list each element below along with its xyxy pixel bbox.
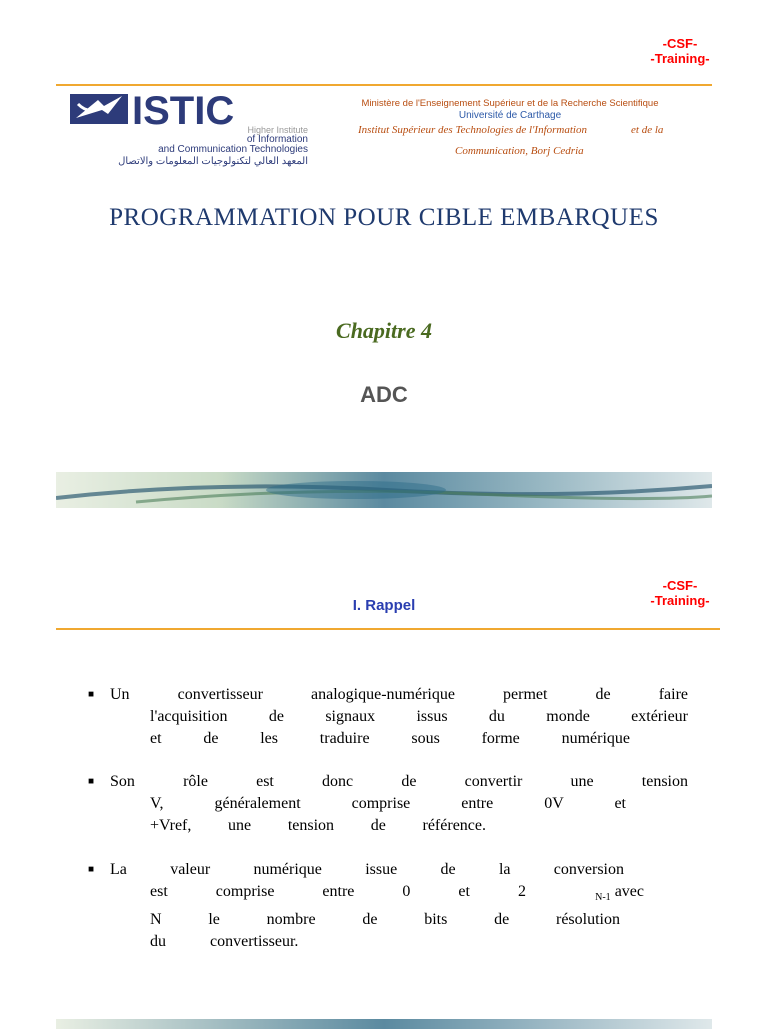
header-rule	[56, 84, 712, 86]
bullet-icon: ■	[88, 689, 95, 700]
institute-line2: Communication, Borj Cedria	[455, 145, 584, 157]
topic-title: ADC	[360, 382, 408, 407]
csf-training-label-2: -CSF- -Training-	[650, 578, 710, 608]
istic-logo: ISTIC Higher Institute of Information and Communication Technologies المعهد العالي لتكنولوجيات المعلومات والاتصال	[68, 88, 313, 170]
bullet-2-line-3: +Vref, une tension de référence.	[150, 817, 486, 834]
ministry-text: Ministère de l'Enseignement Supérieur et de la Recherche Scientifique	[361, 98, 659, 109]
bullet-3-line-4: du convertisseur.	[150, 933, 299, 951]
bullet-3-line-1: La valeur numérique issue de la conversion	[110, 861, 624, 878]
bullet-paragraph-1	[88, 684, 688, 750]
bullet-icon: ■	[88, 776, 95, 787]
bullet-2-line-1: Son rôle est donc de convertir une tension	[110, 773, 688, 790]
subscript-n-1: N-1	[595, 892, 611, 904]
institute-line1: Institut Supérieur des Technologies de l'Information	[358, 124, 587, 136]
page-title: PROGRAMMATION POUR CIBLE EMBARQUES	[109, 204, 659, 231]
csf-training-label: -CSF- -Training-	[650, 36, 710, 66]
institute-line1b: et de la	[631, 124, 664, 136]
section-rule	[56, 628, 720, 630]
decorative-banner-bottom	[56, 1016, 712, 1026]
chapter-label: Chapitre 4	[336, 318, 432, 343]
bullet-icon: ■	[88, 864, 95, 875]
bullet-paragraph-3	[88, 859, 688, 953]
bullet-1-line-1: Un convertisseur analogique-numérique permet de faire	[110, 686, 688, 703]
bullet-3-line-2: est comprise entre 0 et 2 $_{N-1}$ avec	[150, 883, 644, 904]
bullet-paragraph-2	[88, 771, 688, 837]
decorative-banner	[56, 472, 712, 508]
bullet-3-line-3: N le nombre de bits de résolution	[150, 911, 620, 929]
svg-text:ISTIC: ISTIC	[132, 89, 235, 133]
bullet-1-line-2: l'acquisition de signaux issus du monde extérieur	[150, 708, 688, 725]
bullet-2-line-2: V, généralement comprise entre 0V et	[150, 795, 626, 812]
university-text: Université de Carthage	[458, 110, 562, 121]
section-heading: I. Rappel	[352, 597, 416, 614]
bullet-1-line-3: et de les traduire sous forme numérique	[150, 730, 630, 747]
